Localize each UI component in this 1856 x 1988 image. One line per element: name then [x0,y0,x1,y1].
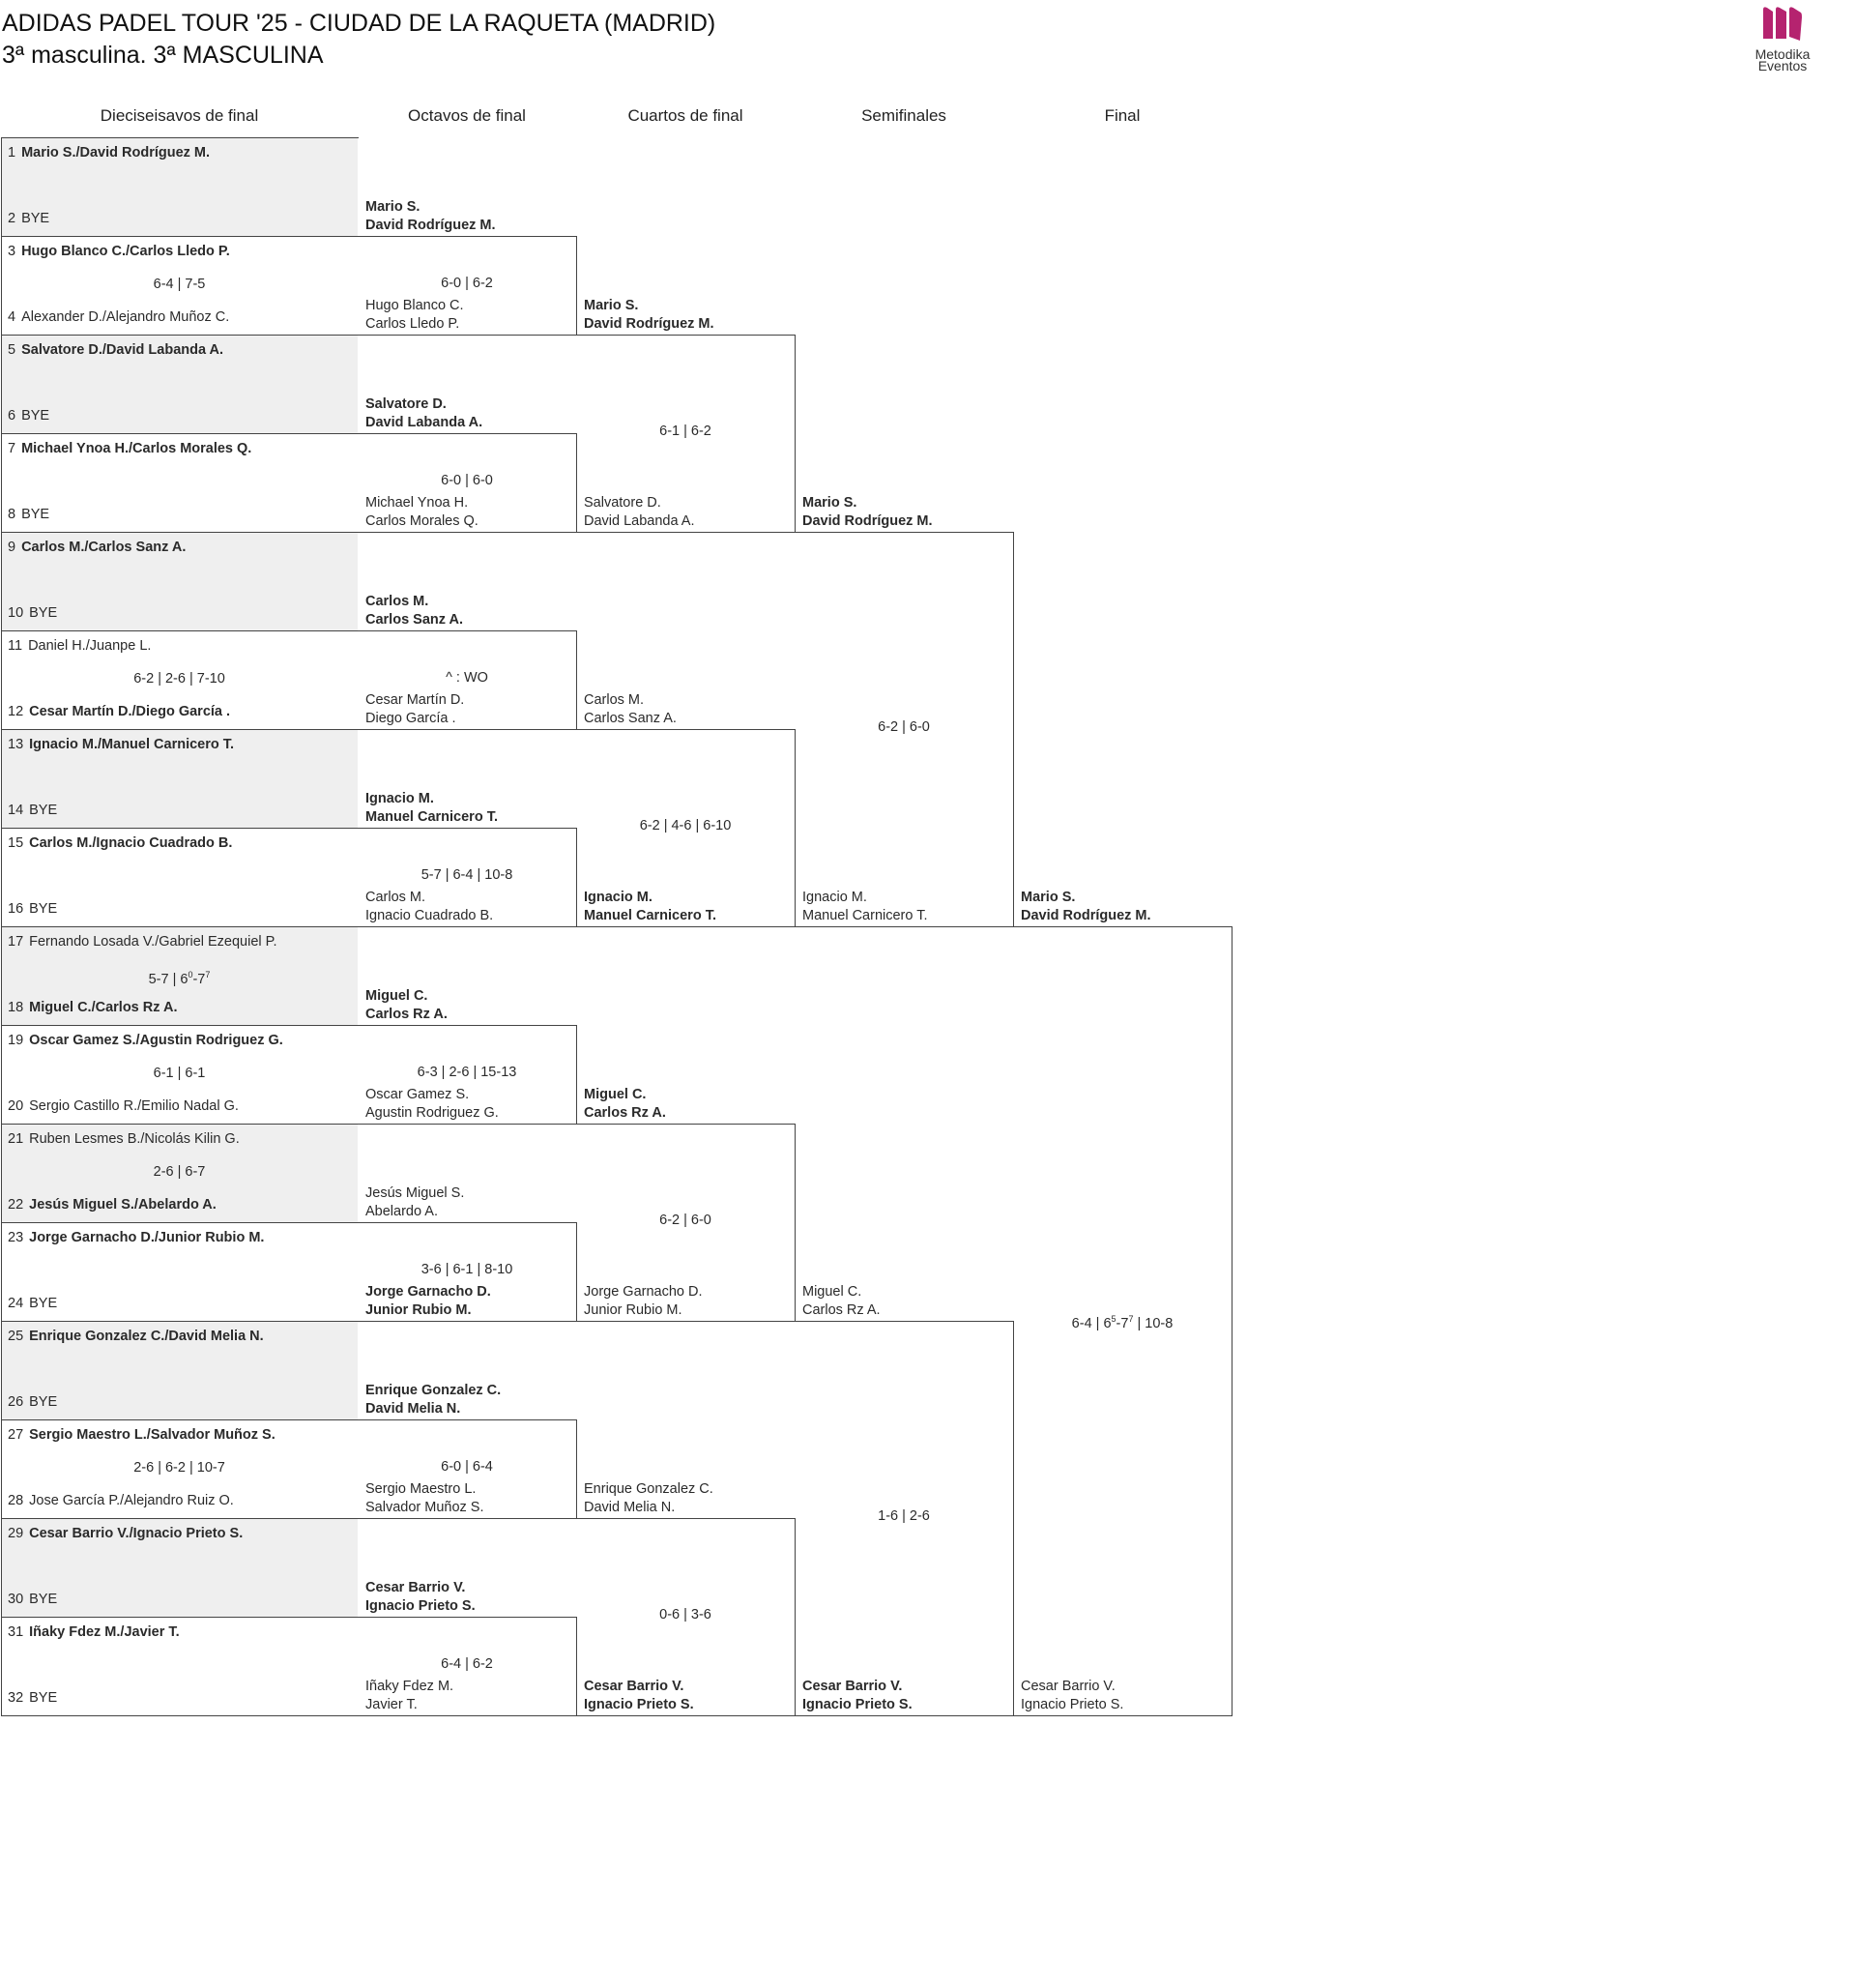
team-entry[interactable]: 13 Ignacio M./Manuel Carnicero T. [8,737,235,752]
bracket-line [1,433,359,434]
team-entry[interactable]: Ignacio M. Manuel Carnicero T. [365,791,498,825]
bracket-line [358,926,577,927]
team-entry[interactable]: 31 Iñaky Fdez M./Javier T. [8,1624,180,1640]
bracket-line [795,729,796,927]
team-entry[interactable]: Sergio Maestro L. Salvador Muñoz S. [365,1481,484,1515]
team-entry[interactable]: 23 Jorge Garnacho D./Junior Rubio M. [8,1230,265,1245]
bracket-line [1,137,359,138]
bracket-line [795,1124,796,1322]
bracket-line [1,1222,359,1223]
team-entry[interactable]: 3 Hugo Blanco C./Carlos Lledo P. [8,244,230,259]
bracket-line [358,236,577,237]
team-entry[interactable]: 21 Ruben Lesmes B./Nicolás Kilin G. [8,1131,240,1147]
bracket-line [1,1025,359,1026]
bracket-line [1,1321,359,1322]
bracket-line [358,1617,577,1618]
team-entry[interactable]: Cesar Barrio V. Ignacio Prieto S. [365,1580,476,1614]
match-score: 5-7 | 6-4 | 10-8 [420,867,513,883]
bracket-line [1,1124,359,1125]
match-score: 6-2 | 2-6 | 7-10 [133,671,225,687]
team-entry[interactable]: Hugo Blanco C. Carlos Lledo P. [365,298,464,332]
bracket-line [358,630,577,631]
bracket-line [576,532,796,533]
team-entry[interactable]: Carlos M. Carlos Sanz A. [584,692,677,726]
bracket-line [576,1124,796,1125]
match-score: 6-2 | 4-6 | 6-10 [639,818,732,833]
bracket-line [358,532,577,533]
bracket-line [576,630,577,730]
team-entry[interactable]: 30 BYE [8,1592,58,1607]
team-entry[interactable]: 4 Alexander D./Alejandro Muñoz C. [8,309,230,325]
bracket-line [1,236,359,237]
match-score: 5-7 | $6^0-7^7$ [148,970,211,987]
bracket-line [358,335,577,336]
bracket-line [1,828,359,829]
team-entry[interactable]: Cesar Barrio V. Ignacio Prieto S. [1021,1679,1124,1712]
round-header: Dieciseisavos de final [100,106,259,125]
metodika-logo-icon [1761,4,1804,43]
bracket-line [795,1321,1014,1322]
bracket-line [1,335,359,336]
bracket-line [358,1124,577,1125]
team-entry[interactable]: Cesar Barrio V. Ignacio Prieto S. [584,1679,694,1712]
team-entry[interactable]: 25 Enrique Gonzalez C./David Melia N. [8,1329,264,1344]
team-entry[interactable]: 29 Cesar Barrio V./Ignacio Prieto S. [8,1526,244,1541]
bracket-line [576,236,577,336]
bracket-line [358,1419,577,1420]
bracket-line [1,729,359,730]
team-entry[interactable]: 6 BYE [8,408,50,424]
bracket-line [1013,1715,1232,1716]
bracket-line [576,1419,577,1519]
team-entry[interactable]: 20 Sergio Castillo R./Emilio Nadal G. [8,1098,239,1114]
team-entry[interactable]: Michael Ynoa H. Carlos Morales Q. [365,495,478,529]
match-score: 6-0 | 6-4 [441,1459,493,1475]
bracket-line [795,532,1014,533]
bracket-line [795,1518,796,1716]
team-entry[interactable]: Enrique Gonzalez C. David Melia N. [365,1383,502,1417]
bracket-line [1,630,359,631]
bracket-line [576,335,796,336]
match-score: 6-1 | 6-2 [659,424,711,439]
match-score: 2-6 | 6-2 | 10-7 [133,1460,225,1476]
team-entry[interactable]: 19 Oscar Gamez S./Agustin Rodriguez G. [8,1033,283,1048]
team-entry[interactable]: Enrique Gonzalez C. David Melia N. [584,1481,713,1515]
metodika-logo [1736,4,1829,73]
bracket-line [1013,532,1014,927]
bracket-line [1013,926,1232,927]
category-subtitle: 3ª masculina. 3ª MASCULINA [2,42,324,69]
bracket-line [576,1321,796,1322]
match-score: 6-2 | 6-0 [659,1213,711,1228]
logo-text-line-1: Metodika [1754,46,1811,62]
team-entry[interactable]: Cesar Barrio V. Ignacio Prieto S. [802,1679,913,1712]
team-entry[interactable]: 24 BYE [8,1296,58,1311]
bracket-line [576,1222,577,1322]
bracket-line [576,729,796,730]
team-entry[interactable]: 26 BYE [8,1394,58,1410]
team-entry[interactable]: 7 Michael Ynoa H./Carlos Morales Q. [8,441,252,456]
team-entry[interactable]: 27 Sergio Maestro L./Salvador Muñoz S. [8,1427,276,1443]
team-entry[interactable]: Miguel C. Carlos Rz A. [802,1284,881,1318]
team-entry[interactable]: 32 BYE [8,1690,58,1706]
team-entry[interactable]: 28 Jose García P./Alejandro Ruiz O. [8,1493,234,1508]
match-score: ^ : WO [446,670,488,686]
team-entry[interactable]: Ignacio M. Manuel Carnicero T. [584,890,716,923]
logo-text-line-2: Eventos [1757,58,1808,73]
team-entry[interactable]: 14 BYE [8,803,58,818]
bracket-line [1,137,2,1716]
bracket-line [358,1222,577,1223]
team-entry[interactable]: 2 BYE [8,211,50,226]
match-score: 6-4 | 6-2 [441,1656,493,1672]
bracket-line [358,828,577,829]
team-entry[interactable]: Miguel C. Carlos Rz A. [365,988,448,1022]
bracket-line [576,1617,577,1716]
bracket-line [795,335,796,533]
team-entry[interactable]: Mario S. David Rodríguez M. [1021,890,1151,923]
bracket-line [1,1419,359,1420]
team-entry[interactable]: Carlos M. Ignacio Cuadrado B. [365,890,494,923]
team-entry[interactable]: Mario S. David Rodríguez M. [802,495,933,529]
match-score: 6-4 | 7-5 [153,277,206,292]
team-entry[interactable]: Ignacio M. Manuel Carnicero T. [802,890,928,923]
team-entry[interactable]: Jesús Miguel S. Abelardo A. [365,1185,465,1219]
team-entry[interactable]: Cesar Martín D. Diego García . [365,692,465,726]
team-entry[interactable]: Miguel C. Carlos Rz A. [584,1087,666,1121]
match-score: 0-6 | 3-6 [659,1607,711,1623]
team-entry[interactable]: 5 Salvatore D./David Labanda A. [8,342,224,358]
team-entry[interactable]: Salvatore D. David Labanda A. [365,396,483,430]
round-header: Final [1104,106,1141,125]
bracket-line [576,828,577,927]
bracket-line [795,926,1014,927]
bracket-line [1,532,359,533]
team-entry[interactable]: Iñaky Fdez M. Javier T. [365,1679,454,1712]
bracket-line [1,1518,359,1519]
team-entry[interactable]: Jorge Garnacho D. Junior Rubio M. [365,1284,491,1318]
match-score: 6-0 | 6-2 [441,276,493,291]
match-score: 6-0 | 6-0 [441,473,493,488]
team-entry[interactable]: 22 Jesús Miguel S./Abelardo A. [8,1197,217,1213]
team-entry[interactable]: Mario S. David Rodríguez M. [584,298,714,332]
team-entry[interactable]: 11 Daniel H./Juanpe L. [8,638,152,654]
team-entry[interactable]: 8 BYE [8,507,50,522]
bracket-line [795,1715,1014,1716]
bracket-line [1,926,359,927]
bracket-line [358,729,577,730]
bracket-line [576,1518,796,1519]
bracket-line [358,1715,577,1716]
bracket-line [358,433,577,434]
bracket-line [358,1025,577,1026]
team-entry[interactable]: 18 Miguel C./Carlos Rz A. [8,1000,178,1015]
round-header: Octavos de final [408,106,526,125]
match-score: 6-2 | 6-0 [878,719,930,735]
match-score: 3-6 | 6-1 | 8-10 [420,1262,513,1277]
bracket-line [576,1025,577,1125]
team-entry[interactable]: 16 BYE [8,901,58,917]
bracket-line [1013,1321,1014,1716]
bracket-line [576,433,577,533]
team-entry[interactable]: Mario S. David Rodríguez M. [365,199,496,233]
team-entry[interactable]: 15 Carlos M./Ignacio Cuadrado B. [8,835,233,851]
team-entry[interactable]: 9 Carlos M./Carlos Sanz A. [8,540,187,555]
match-score: 2-6 | 6-7 [153,1164,206,1180]
bracket-line [1,1715,359,1716]
bracket-line [576,1715,796,1716]
match-score: 1-6 | 2-6 [878,1508,930,1524]
team-entry[interactable]: 10 BYE [8,605,58,621]
team-entry[interactable]: Carlos M. Carlos Sanz A. [365,594,463,628]
tournament-title: ADIDAS PADEL TOUR '25 - CIUDAD DE LA RAQUETA (MADRID) [2,10,716,37]
match-score: 6-1 | 6-1 [153,1066,206,1081]
team-entry[interactable]: Salvatore D. David Labanda A. [584,495,695,529]
bracket-line [358,1518,577,1519]
match-score: 6-4 | $6^5-7^7$ | 10-8 [1071,1314,1174,1331]
round-header: Semifinales [861,106,946,125]
team-entry[interactable]: 1 Mario S./David Rodríguez M. [8,145,211,161]
match-score: 6-3 | 2-6 | 15-13 [417,1065,517,1080]
bracket-line [1,1617,359,1618]
team-entry[interactable]: Oscar Gamez S. Agustin Rodriguez G. [365,1087,499,1121]
round-header: Cuartos de final [627,106,743,125]
team-entry[interactable]: 17 Fernando Losada V./Gabriel Ezequiel P. [8,934,277,950]
team-entry[interactable]: Jorge Garnacho D. Junior Rubio M. [584,1284,703,1318]
team-entry[interactable]: 12 Cesar Martín D./Diego García . [8,704,231,719]
bracket-line [358,1321,577,1322]
bracket-line [576,926,796,927]
